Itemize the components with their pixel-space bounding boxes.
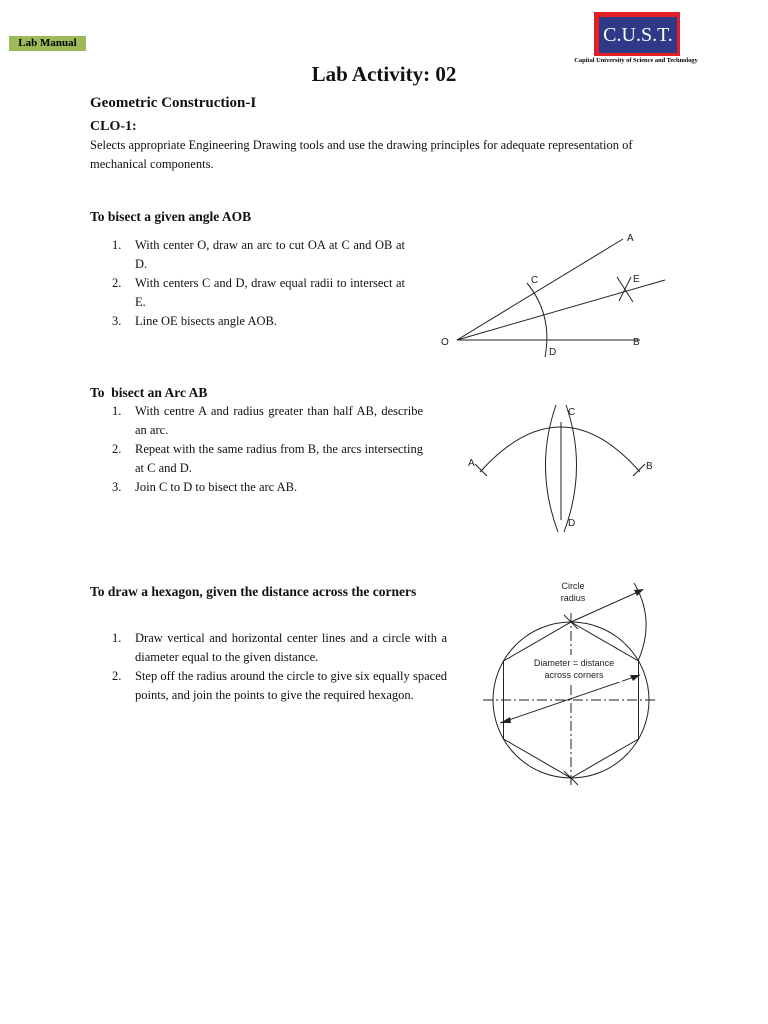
bisector-oe bbox=[457, 280, 665, 340]
label-a: A bbox=[468, 458, 475, 469]
ray-oa bbox=[457, 239, 623, 340]
label-b: B bbox=[633, 337, 640, 348]
list-item bbox=[90, 440, 423, 478]
step-text: Join C to D to bisect the arc AB. bbox=[135, 480, 298, 494]
bisect-angle-steps bbox=[90, 236, 405, 331]
step-number: 1. bbox=[112, 631, 122, 645]
step-text: With centre A and radius greater than half AB, describe an arc. bbox=[135, 404, 423, 437]
list-item bbox=[90, 402, 423, 440]
step-text: Line OE bisects angle AOB. bbox=[135, 314, 277, 328]
step-number: 2. bbox=[112, 276, 122, 290]
step-number: 3. bbox=[112, 314, 122, 328]
bisect-angle-figure bbox=[435, 225, 675, 360]
clo-heading: CLO-1: bbox=[90, 119, 137, 134]
diameter-dimension-line bbox=[500, 675, 640, 723]
arc-mark-2 bbox=[619, 277, 631, 301]
logo-subtitle: Capital University of Science and Technology bbox=[574, 57, 698, 64]
hexagon-steps bbox=[90, 629, 447, 705]
arc-cd bbox=[527, 283, 547, 357]
logo-badge bbox=[594, 12, 680, 56]
label-circle-radius-2: radius bbox=[560, 593, 586, 603]
hexagon-figure bbox=[478, 575, 668, 795]
label-d: D bbox=[549, 347, 557, 358]
label-d: D bbox=[568, 518, 576, 529]
label-a: A bbox=[627, 233, 634, 244]
hexagon-heading: To draw a hexagon, given the distance across the corners bbox=[90, 584, 417, 599]
lab-manual-tag: Lab Manual bbox=[9, 36, 86, 51]
list-item bbox=[90, 312, 405, 331]
arrowhead-diameter-left bbox=[500, 717, 511, 723]
step-text: Step off the radius around the circle to give six equally spaced points, and join the points to give the required hexagon. bbox=[135, 669, 447, 702]
university-logo bbox=[566, 12, 706, 67]
step-text: With centers C and D, draw equal radii to intersect at E. bbox=[135, 276, 405, 309]
page-title: Lab Activity: 02 bbox=[311, 62, 457, 86]
list-item bbox=[90, 236, 405, 274]
label-o: O bbox=[441, 337, 449, 348]
clo-text: Selects appropriate Engineering Drawing tools and use the drawing principles for adequate representation of mechanical components. bbox=[90, 138, 633, 171]
bisect-arc-steps bbox=[90, 402, 423, 497]
arrowhead-radius bbox=[634, 589, 644, 596]
list-item bbox=[90, 667, 447, 705]
label-diameter-1: Diameter = distance bbox=[533, 658, 615, 668]
bisect-arc-heading: To bisect an Arc AB bbox=[90, 385, 208, 400]
bisect-arc-figure bbox=[460, 400, 670, 540]
step-number: 2. bbox=[112, 669, 122, 683]
step-text: With center O, draw an arc to cut OA at C and OB at D. bbox=[135, 238, 405, 271]
label-circle-radius-1: Circle bbox=[561, 581, 585, 591]
step-text: Draw vertical and horizontal center lines and a circle with a diameter equal to the given distance. bbox=[135, 631, 447, 664]
list-item bbox=[90, 629, 447, 667]
step-number: 3. bbox=[112, 480, 122, 494]
label-e: E bbox=[633, 274, 640, 285]
label-c: C bbox=[531, 275, 539, 286]
radius-arc-construction bbox=[634, 583, 646, 661]
label-b: B bbox=[646, 461, 653, 472]
arc-from-a bbox=[564, 405, 577, 532]
list-item bbox=[90, 478, 423, 497]
step-number: 2. bbox=[112, 442, 122, 456]
label-c: C bbox=[568, 407, 576, 418]
step-number: 1. bbox=[112, 404, 122, 418]
step-text: Repeat with the same radius from B, the arcs intersecting at C and D. bbox=[135, 442, 423, 475]
step-number: 1. bbox=[112, 238, 122, 252]
logo-text: C.U.S.T. bbox=[599, 17, 677, 53]
label-diameter-2: across corners bbox=[544, 670, 604, 680]
bisect-angle-heading: To bisect a given angle AOB bbox=[90, 209, 252, 224]
list-item bbox=[90, 274, 405, 312]
arc-from-b bbox=[545, 405, 558, 532]
section-title: Geometric Construction-I bbox=[90, 95, 257, 111]
arc-ab bbox=[480, 427, 640, 472]
